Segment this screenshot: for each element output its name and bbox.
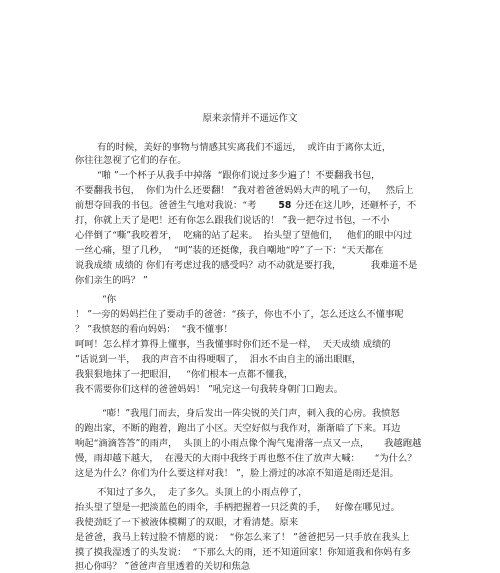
paragraph-line: 慢，雨却越下越大， 在漫天的大雨中我终于再也憋不住了放声大喊： “为什么？	[75, 453, 417, 464]
score-number: 58	[278, 200, 292, 211]
paragraph-line: 不知过了多久， 走了多久。头顶上的小雨点停了，	[97, 487, 308, 498]
paragraph-line: ？ ”我愤怒的看向妈妈： “我不懂事！	[75, 324, 233, 335]
paragraph-line: “嘭！”我甩门而去，身后发出一阵尖锐的关门声，刺入我的心房。我愤怒	[102, 408, 400, 419]
paragraph-line: 我使劲眨了一下被液体模糊了的双眼，才看清楚。原来	[75, 517, 299, 528]
paragraph-line: 摸了摸我湿透了的头发说： “下那么大的雨，还不知道回家！你知道我和你妈有多	[75, 547, 412, 558]
paragraph-line: 有的时候，美好的事物与情感其实离我们不遥远， 或许由于离你太近，	[97, 142, 392, 153]
paragraph-line: “你	[102, 294, 117, 305]
paragraph-line: “啪 ”一个杯子从我手中掉落 “跟你们说过多少遍了！不要翻我书包，	[97, 170, 381, 181]
paragraph-line	[75, 200, 416, 212]
paragraph-line: 响起“滴滴答答”的雨声， 头顶上的小雨点像个淘气鬼滑落一点又一点， 我越跑越	[75, 438, 422, 449]
paragraph-line: 打，你就上天了是吧！还有你怎么跟我们说话的！ ”我一把夺过书包，一不小	[75, 215, 390, 226]
document-title: 原来亲情并不遥远作文	[202, 113, 298, 124]
paragraph-line: 呵呵！怎么样才算得上懂事，当我懂事时你们还不是一样， 天天成绩 成绩的	[75, 339, 391, 350]
paragraph-line: 我不需要你们这样的爸爸妈妈！ ”吼完这一句我转身朝门口跑去。	[75, 384, 344, 395]
line-text: 前想夺回我的书包。爸爸生气地对我说：“考	[75, 200, 257, 211]
paragraph-line: 你们亲生的吗？ ”	[75, 275, 148, 286]
paragraph-line: ！ ”一旁的妈妈拦住了要动手的爸爸：“孩子，你也不小了，怎么还这么不懂事呢	[75, 309, 404, 320]
line-text: 分还在这儿吵，还砸杯子，不	[295, 200, 417, 211]
paragraph-line: 你往往忽视了它们的存在。	[75, 155, 187, 166]
paragraph-line: 说我成绩 成绩的 你们有考虑过我的感受吗？动不动就是要打我， 我难道不是	[75, 260, 418, 271]
paragraph-line: 我狠狠地抹了一把眼泪， “你们根本一点都不懂我，	[75, 369, 294, 380]
paragraph-line: 不要翻我书包， 你们为什么还要翻！ ”我对着爸爸妈妈大声的吼了一句， 然后上	[75, 185, 414, 196]
paragraph-line: 是爸爸，我马上转过脸不情愿的说： “你怎么来了！ ”爸爸把另一只手放在我头上	[75, 532, 410, 543]
paragraph-line: 一丝心痛，望了几秒， “呵”装的还挺像，我自嘲地“哼”了一下：“天天都在	[75, 245, 384, 256]
paragraph-line: ”话说到一半， 我的声音不由得哽咽了， 泪水不由自主的涌出眼眶，	[75, 354, 362, 365]
paragraph-line: 抬头望了望是一把淡蓝色的雨伞，手柄把握着一只泛黄的手， 好像在哪见过。	[75, 502, 400, 513]
paragraph-line: 心伴倒了“嘶”我咬着牙， 吃痛的站了起来。 抬头望了望他们， 他们的眼中闪过	[75, 230, 412, 241]
paragraph-line: 这是为什么？你们为什么要这样对我！ ”，脸上滑过的冰凉不知道是雨还是泪。	[75, 468, 399, 479]
paragraph-line: 担心你吗？ ”爸爸声音里透着的关切和焦急	[75, 561, 251, 572]
paragraph-line: 的跑出家，不断的跑着，跑出了小区。天空好似与我作对，渐渐暗了下来。耳边	[75, 423, 401, 434]
